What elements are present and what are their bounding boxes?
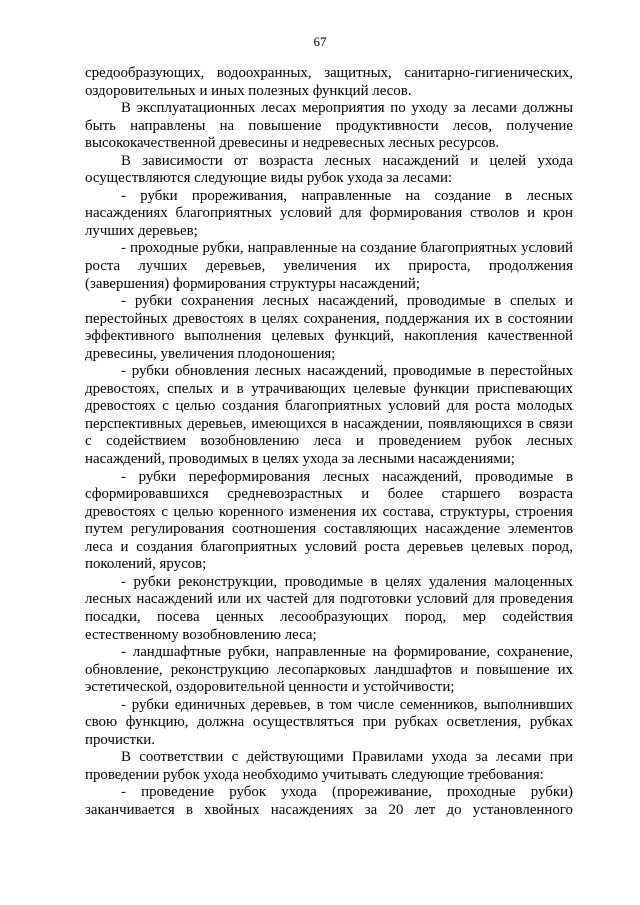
list-item: - рубки прореживания, направленные на создание в лесных насаждениях благоприятных условий для формирования стволов и крон лучших деревьев; [85,187,573,239]
paragraph: В эксплуатационных лесах мероприятия по уходу за лесами должны быть направлены на повышение продуктивности лесов, получение высококачественной древесины и недревесных лесных ресурсов. [85,100,573,152]
list-item: - рубки единичных деревьев, в том числе семенников, выполнивших свою функцию, должна осуществляться при рубках осветления, рубках прочистки. [85,696,573,748]
page-number: 67 [313,34,327,49]
list-item: - рубки сохранения лесных насаждений, проводимые в спелых и перестойных древостоях в целях сохранения, поддержания их в состоянии эффективного выполнения целевых функций, накопления качественной древесины, увеличения плодоношения; [85,293,573,362]
paragraph: В соответствии с действующими Правилами ухода за лесами при проведении рубок ухода необходимо учитывать следующие требования: [85,749,573,783]
list-item: - ландшафтные рубки, направленные на формирование, сохранение, обновление, реконструкцию лесопарковых ландшафтов и повышение их эстетической, оздоровительной ценности и устойчивости; [85,644,573,696]
paragraph: В зависимости от возраста лесных насаждений и целей ухода осуществляются следующие виды рубок ухода за лесами: [85,152,573,187]
document-body [85,65,573,820]
paragraph: средообразующих, водоохранных, защитных, санитарно-гигиенических, оздоровительных и иных полезных функций лесов. [85,65,573,99]
list-item: - рубки обновления лесных насаждений, проводимые в перестойных древостоях, спелых и в утрачивающих целевые функции приспевающих древостоях с целью создания благоприятных условий для роста молодых перспективных деревьев, имеющихся в насаждении, появляющихся в связи с содействием возобновлению леса и проведением рубок лесных насаждений, проводимых в целях ухода за лесными насаждениями; [85,363,573,468]
list-item: - проходные рубки, направленные на создание благоприятных условий роста лучших деревьев, увеличения их прироста, продолжения (завершения) формирования структуры насаждений; [85,240,573,292]
list-item: - рубки реконструкции, проводимые в целях удаления малоценных лесных насаждений или их частей для подготовки условий для проведения посадки, посева ценных лесообразующих пород, мер содействия естественному возобновлению леса; [85,573,573,643]
list-item: - рубки переформирования лесных насаждений, проводимые в сформировавшихся средневозрастных и более старшего возраста древостоях с целью коренного изменения их состава, структуры, строения путем регулирования соотношения составляющих насаждение элементов леса и создания благоприятных условий роста деревьев целевых пород, поколений, ярусов; [85,468,573,573]
list-item: - проведение рубок ухода (прореживание, проходные рубки) заканчивается в хвойных насаждениях за 20 лет до установленного [85,784,573,818]
